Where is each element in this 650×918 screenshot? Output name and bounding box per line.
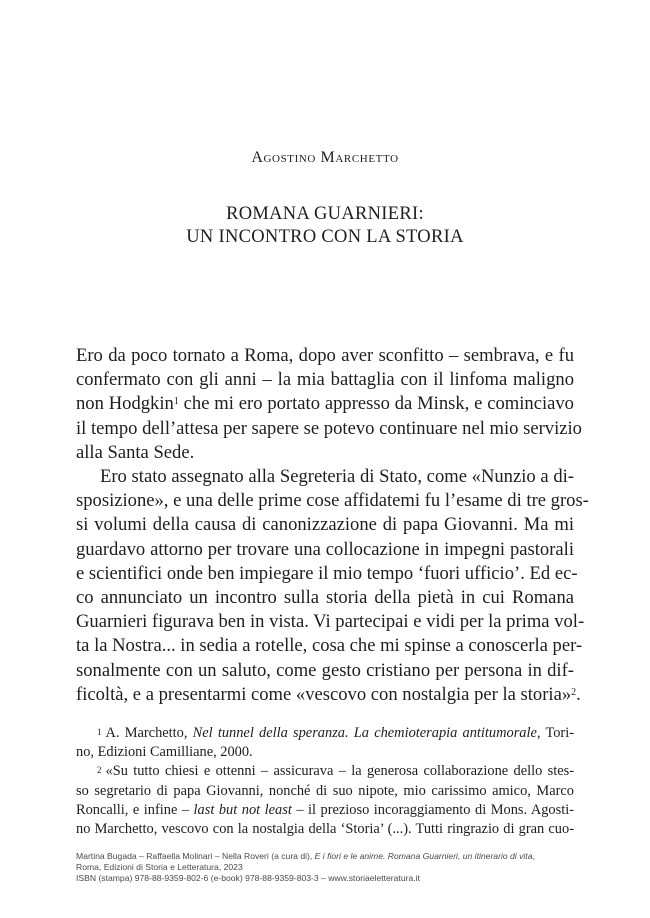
footer-text: Martina Bugada – Raffaella Molinari – Nella Roveri (a cura di), [76, 851, 315, 861]
body-line: confermato con gli anni – la mia battaglia con il linfoma maligno [76, 369, 574, 391]
footer-publisher: Roma, Edizioni di Storia e Letteratura, 2023 [76, 862, 243, 873]
footnote-book-title: Nel tunnel della speranza. La chemioterapia antitumorale [192, 725, 537, 741]
body-line: si volumi della causa di canonizzazione di papa Giovanni. Ma mi [76, 514, 574, 536]
publication-footer [76, 851, 576, 885]
body-line [76, 392, 574, 416]
chapter-title-line-1: ROMANA GUARNIERI: [226, 204, 424, 224]
body-line: alla Santa Sede. [76, 441, 195, 463]
chapter-title [0, 203, 650, 249]
footnote-text: «Su tutto chiesi e ottenni – assicurava – la generosa collaborazione dello stes- [105, 763, 574, 780]
body-line: guardavo attorno per trovare una collocazione in impegni pastorali [76, 538, 574, 560]
footnote-1 [76, 724, 574, 743]
footnote-2 [76, 762, 574, 781]
footnote-text: – il prezioso incoraggiamento di Mons. Agosti- [291, 801, 574, 818]
chapter-title-line-2: UN INCONTRO CON LA STORIA [186, 227, 464, 247]
body-line: co annunciato un incontro sulla storia della pietà in cui Romana [76, 587, 574, 609]
footnotes [76, 724, 574, 839]
body-line: Ero da poco tornato a Roma, dopo aver sconfitto – sembrava, e fu [76, 345, 574, 366]
body-text: non Hodgkin [76, 393, 174, 415]
footnote-text: , Tori- [536, 725, 575, 741]
footer-citation [76, 851, 576, 862]
footnote-line [76, 801, 574, 820]
footnote-line: no Marchetto, vescovo con la nostalgia della ‘Storia’ (...). Tutti ringrazio di gran cuo- [76, 821, 574, 838]
footnote-text: Roncalli, e infine – [76, 801, 194, 818]
body-line: e scientifici onde ben impiegare il mio tempo ‘fuori ufficio’. Ed ec- [76, 562, 578, 584]
footnote-number-2: 2 [97, 765, 102, 776]
body-line: sposizione», e una delle prime cose affidatemi fu l’esame di tre gros- [76, 490, 589, 512]
footnote-line: so segretario di papa Giovanni, nonché di suo nipote, mio carissimo amico, Marco [76, 782, 574, 799]
footer-isbn: ISBN (stampa) 978-88-9359-802-6 (e-book) 978-88-9359-803-3 – www.storiaeletteratura.it [76, 873, 420, 884]
body-line: ta la Nostra... in sedia a rotelle, cosa che mi spinse a conoscerla per- [76, 635, 583, 657]
footnote-text: A. Marchetto, [105, 725, 193, 741]
body-line: Guarnieri figurava ben in vista. Vi partecipai e vidi per la prima vol- [76, 611, 585, 633]
footnote-line: no, Edizioni Camilliane, 2000. [76, 744, 253, 761]
footnote-ref-1[interactable]: 1 [173, 396, 179, 408]
main-text [76, 344, 589, 707]
footer-book-title: E i fiori e le anime. Romana Guarnieri, un itinerario di vita [314, 851, 533, 861]
footnote-italic-phrase: last but not least [193, 801, 292, 818]
body-line: il tempo dell’attesa per sapere se potevo continuare nel mio servizio [76, 417, 582, 439]
body-line: Ero stato assegnato alla Segreteria di Stato, come «Nunzio a di- [100, 466, 574, 488]
body-text: . [576, 683, 581, 705]
footnote-ref-2[interactable]: 2 [571, 686, 577, 698]
body-line [76, 683, 581, 707]
body-text: ficoltà, e a presentarmi come «vescovo con nostalgia per la storia» [76, 683, 572, 705]
body-text: che mi ero portato appresso da Minsk, e cominciavo [178, 393, 574, 415]
body-line: sonalmente con un saluto, come gesto cristiano per persona in dif- [76, 659, 574, 681]
chapter-author: Agostino Marchetto [251, 149, 399, 166]
footer-text: , [532, 851, 535, 861]
footnote-number-1: 1 [97, 727, 102, 737]
